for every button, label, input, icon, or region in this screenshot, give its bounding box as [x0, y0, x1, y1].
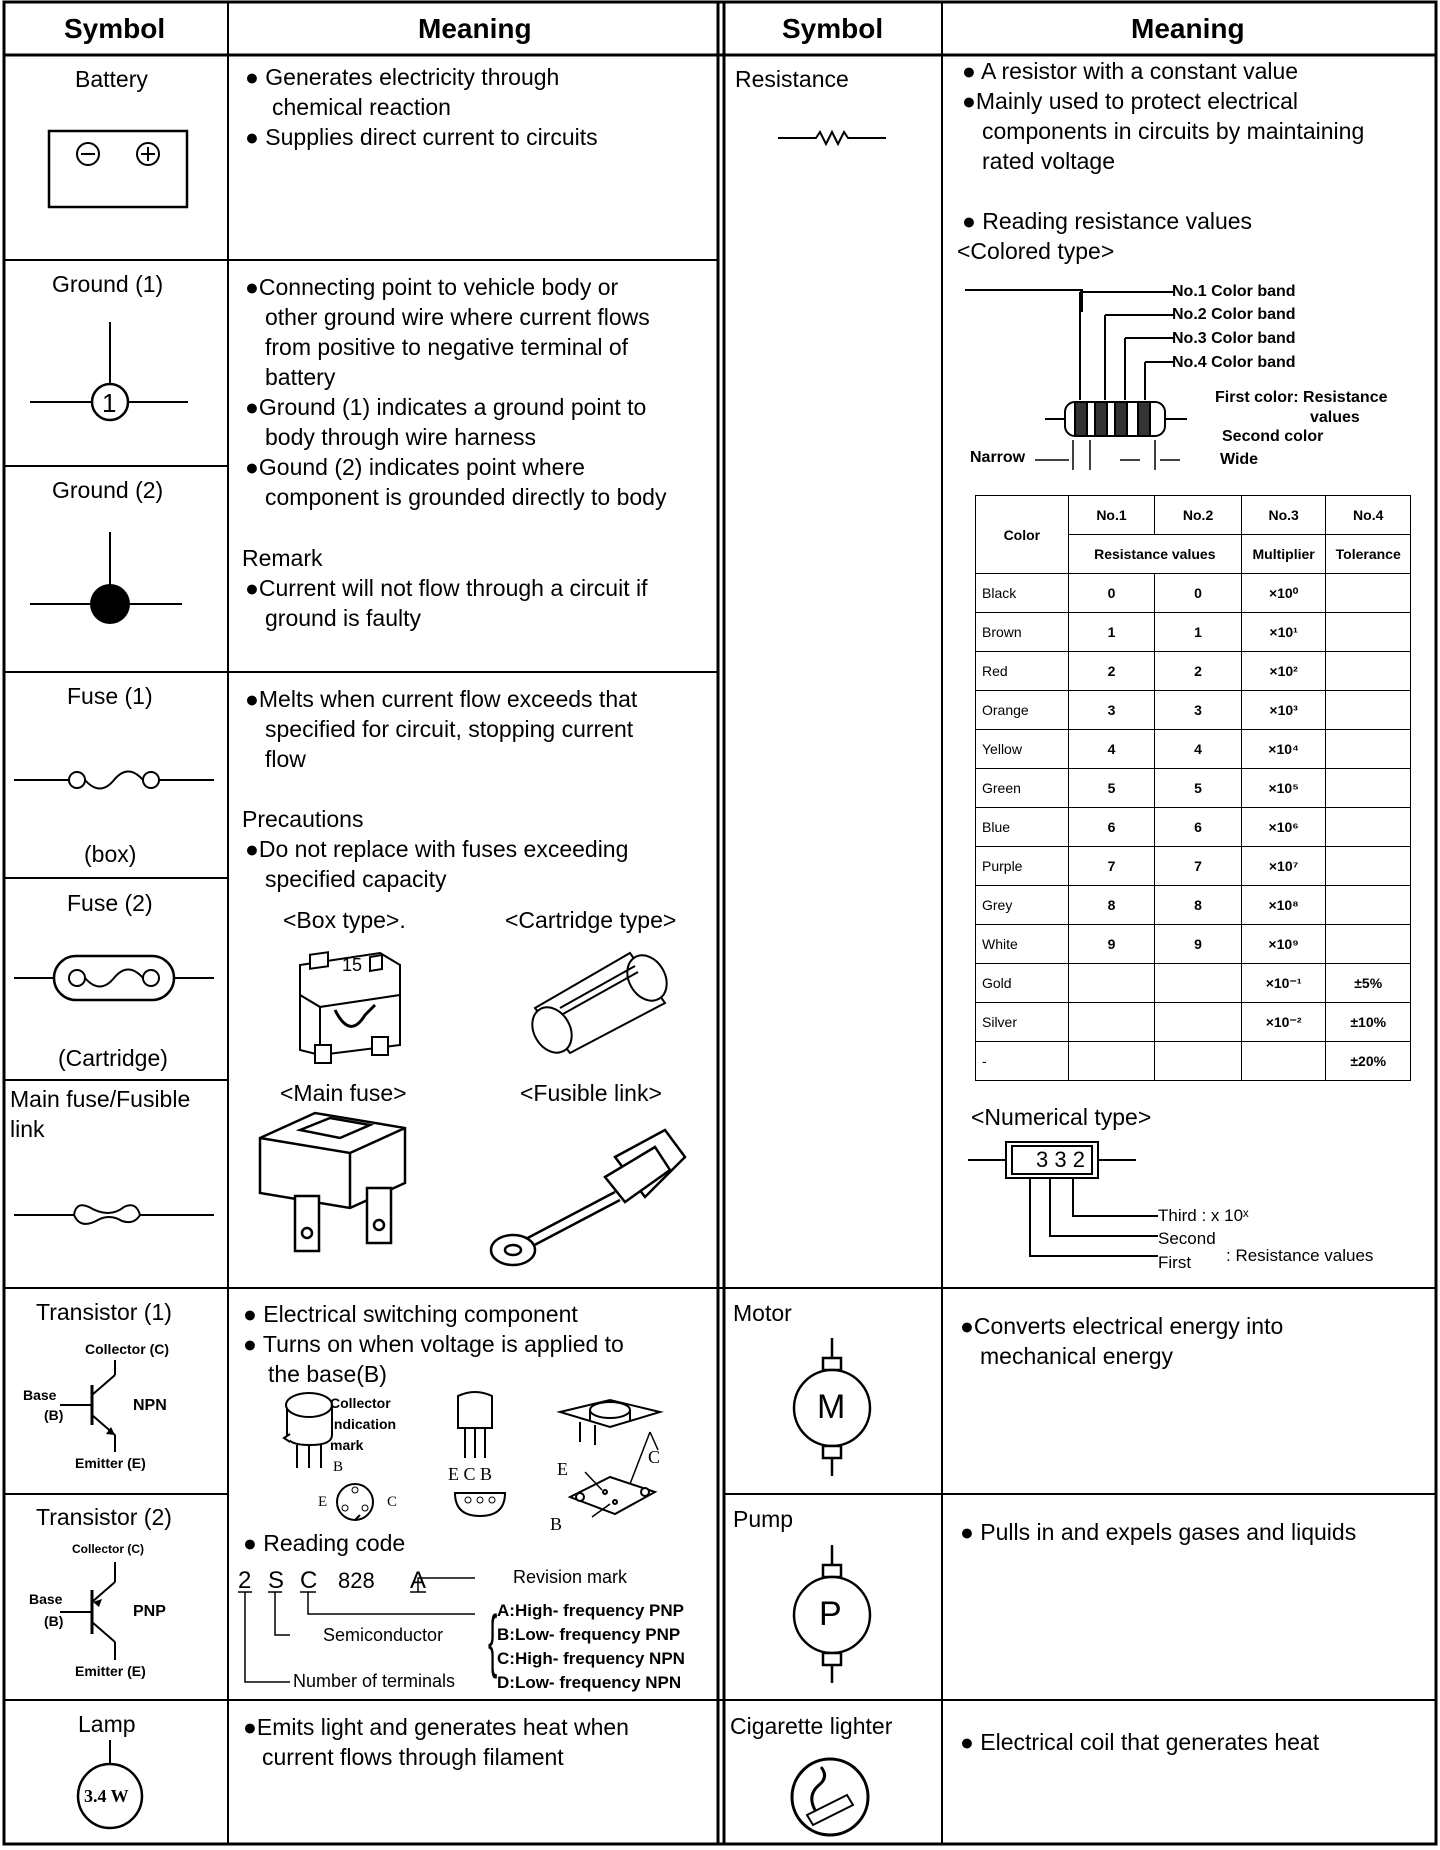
resistor-icon	[778, 128, 888, 148]
color-name-cell: Gold	[976, 964, 1069, 1003]
color-name-cell: Black	[976, 574, 1069, 613]
tolerance-cell: ±20%	[1326, 1042, 1411, 1081]
symbol-header-right: Symbol	[782, 13, 884, 44]
multiplier-cell: ×10⁻²	[1241, 1003, 1326, 1042]
tolerance-cell	[1326, 886, 1411, 925]
pin-label-e: E	[318, 1494, 328, 1510]
color-row-1	[976, 613, 1411, 652]
band-3-label: No.3 Color band	[1172, 330, 1296, 347]
ground-remark-title: Remark	[242, 545, 323, 571]
multiplier-cell: ×10⁹	[1241, 925, 1326, 964]
ground-meaning-7: ●Gound (2) indicates point where	[245, 454, 585, 480]
ground1-mark: 1	[102, 388, 117, 418]
col-no2-header: No.2	[1155, 496, 1242, 535]
transistor-meaning-3: the base(B)	[268, 1361, 387, 1387]
digit-1-cell	[1068, 1042, 1155, 1081]
digit-1-cell: 6	[1068, 808, 1155, 847]
battery-icon	[48, 130, 188, 210]
colored-type-title: <Colored type>	[957, 238, 1115, 264]
color-row-6	[976, 808, 1411, 847]
transistor1-base: Base	[23, 1387, 57, 1403]
mainfuse-icon	[14, 1195, 219, 1235]
ground-remark-1: ●Current will not flow through a circuit if	[245, 575, 648, 601]
col-color-header: Color	[976, 496, 1069, 574]
band-2-label: No.2 Color band	[1172, 306, 1296, 323]
fuse1-icon	[14, 765, 219, 795]
ground-meaning-2: other ground wire where current flows	[265, 304, 650, 330]
motor-meaning-2: mechanical energy	[980, 1343, 1174, 1369]
motor-mark: M	[817, 1388, 846, 1426]
digit-1-cell: 7	[1068, 847, 1155, 886]
fuse-precaution-1: ●Do not replace with fuses exceeding	[245, 836, 629, 862]
pump-mark: P	[819, 1595, 842, 1633]
pin-label-b: B	[333, 1459, 344, 1475]
first-color-values: values	[1310, 409, 1360, 426]
band-1-label: No.1 Color band	[1172, 283, 1296, 300]
narrow-label: Narrow	[970, 449, 1026, 466]
semiconductor-label: Semiconductor	[323, 1625, 444, 1645]
battery-meaning-3: ● Supplies direct current to circuits	[245, 124, 598, 150]
color-row-0	[976, 574, 1411, 613]
col-no4-header: No.4	[1326, 496, 1411, 535]
resistance-meaning-1: ● A resistor with a constant value	[962, 58, 1299, 84]
main-fuse-illustration	[255, 1108, 415, 1268]
meaning-header-right: Meaning	[1131, 13, 1245, 44]
digit-2-cell: 1	[1155, 613, 1242, 652]
resistance-meaning-3: components in circuits by maintaining	[982, 118, 1365, 144]
color-name-cell: Red	[976, 652, 1069, 691]
freq-b: B:Low- frequency PNP	[497, 1625, 681, 1644]
pnp-transistor-icon	[60, 1562, 130, 1662]
first-label: First	[1158, 1253, 1192, 1272]
transistor1-type: NPN	[133, 1397, 167, 1414]
multiplier-cell: ×10⁴	[1241, 730, 1326, 769]
ground1-icon	[30, 322, 190, 442]
ground2-label: Ground (2)	[52, 477, 164, 503]
collector-indication-1: Collector	[330, 1395, 391, 1411]
lamp-meaning-2: current flows through filament	[262, 1744, 564, 1770]
transistor2-emitter: Emitter (E)	[75, 1663, 146, 1679]
motor-meaning-1: ●Converts electrical energy into	[960, 1313, 1284, 1339]
resistance-meaning-4: rated voltage	[982, 148, 1115, 174]
multiplier-cell: ×10⁶	[1241, 808, 1326, 847]
color-name-cell: Orange	[976, 691, 1069, 730]
battery-label: Battery	[75, 66, 148, 92]
power-pin-c: C	[648, 1447, 661, 1467]
color-name-cell: Blue	[976, 808, 1069, 847]
color-row-8	[976, 886, 1411, 925]
resistance-values-label: : Resistance values	[1226, 1246, 1374, 1265]
digit-2-cell: 8	[1155, 886, 1242, 925]
color-name-cell: Yellow	[976, 730, 1069, 769]
lighter-label: Cigarette lighter	[730, 1713, 893, 1739]
digit-2-cell	[1155, 1003, 1242, 1042]
color-row-11	[976, 1003, 1411, 1042]
multiplier-cell: ×10¹	[1241, 613, 1326, 652]
fuse-meaning-3: flow	[265, 746, 306, 772]
battery-meaning-1: ● Generates electricity through	[245, 64, 560, 90]
wide-label: Wide	[1220, 451, 1259, 468]
collector-indication-2: indication	[330, 1416, 397, 1432]
transistor2-base-b: (B)	[44, 1613, 64, 1629]
multiplier-cell: ×10⁸	[1241, 886, 1326, 925]
transistor-base-view	[320, 1470, 390, 1530]
meaning-header-left: Meaning	[418, 13, 532, 44]
cartridge-type-caption: <Cartridge type>	[505, 907, 677, 933]
ground-meaning-6: body through wire harness	[265, 424, 537, 450]
fusible-link-caption: <Fusible link>	[520, 1080, 662, 1106]
multiplier-cell: ×10⁷	[1241, 847, 1326, 886]
fuse1-sub: (box)	[84, 841, 137, 867]
second-label: Second	[1158, 1229, 1216, 1248]
fuse-meaning-2: specified for circuit, stopping current	[265, 716, 634, 742]
mainfuse-label-1: Main fuse/Fusible	[10, 1086, 191, 1112]
digit-2-cell: 2	[1155, 652, 1242, 691]
transistor-meaning-1: ● Electrical switching component	[243, 1301, 578, 1327]
freq-bracket: {	[488, 1601, 498, 1679]
multiplier-cell: ×10²	[1241, 652, 1326, 691]
multiplier-cell: ×10³	[1241, 691, 1326, 730]
digit-2-cell: 5	[1155, 769, 1242, 808]
tolerance-cell: ±10%	[1326, 1003, 1411, 1042]
color-row-2	[976, 652, 1411, 691]
col-no3-header: No.3	[1241, 496, 1326, 535]
reading-resistance-title: ● Reading resistance values	[962, 208, 1253, 234]
multiplier-cell: ×10⁰	[1241, 574, 1326, 613]
freq-a: A:High- frequency PNP	[497, 1601, 685, 1620]
terminals-label: Number of terminals	[293, 1671, 456, 1691]
tolerance-cell	[1326, 925, 1411, 964]
box-fuse-rating: 15	[342, 955, 363, 975]
lamp-meaning-1: ●Emits light and generates heat when	[243, 1714, 629, 1740]
code-char-3: C	[300, 1567, 318, 1594]
transistor2-collector: Collector (C)	[72, 1542, 144, 1556]
ground1-label: Ground (1)	[52, 271, 164, 297]
fuse2-icon	[14, 948, 219, 1008]
to92-pin-labels: E C B	[448, 1464, 493, 1484]
symbol-header-left: Symbol	[64, 13, 166, 44]
transistor1-base-b: (B)	[44, 1407, 64, 1423]
tolerance-cell	[1326, 613, 1411, 652]
sub-tol-header: Tolerance	[1326, 535, 1411, 574]
transistor2-type: PNP	[133, 1603, 166, 1620]
code-char-1: 2	[238, 1567, 252, 1594]
digit-2-cell: 3	[1155, 691, 1242, 730]
digit-2-cell: 7	[1155, 847, 1242, 886]
digit-2-cell: 0	[1155, 574, 1242, 613]
tolerance-cell	[1326, 574, 1411, 613]
color-row-4	[976, 730, 1411, 769]
digit-1-cell: 8	[1068, 886, 1155, 925]
sub-res-header: Resistance values	[1068, 535, 1241, 574]
color-name-cell: White	[976, 925, 1069, 964]
cigarette-lighter-icon	[785, 1755, 875, 1840]
second-color-label: Second color	[1222, 428, 1324, 445]
transistor1-emitter: Emitter (E)	[75, 1455, 146, 1471]
transistor2-label: Transistor (2)	[36, 1504, 172, 1530]
fuse1-label: Fuse (1)	[67, 683, 153, 709]
tolerance-cell	[1326, 652, 1411, 691]
multiplier-cell: ×10⁻¹	[1241, 964, 1326, 1003]
color-row-3	[976, 691, 1411, 730]
fuse2-sub: (Cartridge)	[58, 1045, 168, 1071]
first-color-label: First color: Resistance	[1215, 389, 1388, 406]
numerical-type-title: <Numerical type>	[971, 1104, 1152, 1130]
mainfuse-label-2: link	[10, 1116, 45, 1142]
to92-base-view	[450, 1488, 510, 1518]
color-name-cell: Green	[976, 769, 1069, 808]
third-label: Third : x 10ˣ	[1158, 1206, 1249, 1225]
digit-1-cell: 3	[1068, 691, 1155, 730]
main-fuse-caption: <Main fuse>	[280, 1080, 407, 1106]
code-char-4: 828	[338, 1568, 375, 1593]
digit-2-cell	[1155, 964, 1242, 1003]
ground2-icon	[30, 532, 190, 652]
motor-label: Motor	[733, 1300, 792, 1326]
battery-meaning-2: chemical reaction	[272, 94, 451, 120]
lighter-meaning-1: ● Electrical coil that generates heat	[960, 1729, 1320, 1755]
transistor-meaning-2: ● Turns on when voltage is applied to	[243, 1331, 624, 1357]
code-char-5: A	[410, 1567, 427, 1594]
tolerance-cell	[1326, 808, 1411, 847]
transistor-to92-illustration	[450, 1388, 505, 1468]
color-code-table	[975, 495, 1411, 1081]
tolerance-cell	[1326, 691, 1411, 730]
resistance-label: Resistance	[735, 66, 849, 92]
pump-meaning-1: ● Pulls in and expels gases and liquids	[960, 1519, 1357, 1545]
collector-indication-3: mark	[330, 1437, 364, 1453]
tolerance-cell: ±5%	[1326, 964, 1411, 1003]
fuse2-label: Fuse (2)	[67, 890, 153, 916]
multiplier-cell: ×10⁵	[1241, 769, 1326, 808]
color-name-cell: Grey	[976, 886, 1069, 925]
digit-2-cell: 4	[1155, 730, 1242, 769]
digit-1-cell	[1068, 964, 1155, 1003]
color-name-cell: Silver	[976, 1003, 1069, 1042]
transistor2-base: Base	[29, 1591, 63, 1607]
ground-meaning-4: battery	[265, 364, 336, 390]
power-pin-b: B	[550, 1514, 563, 1534]
multiplier-cell	[1241, 1042, 1326, 1081]
tolerance-cell	[1326, 847, 1411, 886]
digit-2-cell: 9	[1155, 925, 1242, 964]
ground-remark-2: ground is faulty	[265, 605, 421, 631]
freq-c: C:High- frequency NPN	[497, 1649, 685, 1668]
color-row-5	[976, 769, 1411, 808]
npn-transistor-icon	[60, 1360, 130, 1455]
color-name-cell: Brown	[976, 613, 1069, 652]
fuse-meaning-1: ●Melts when current flow exceeds that	[245, 686, 638, 712]
cartridge-fuse-illustration	[515, 948, 685, 1053]
ground-meaning-5: ●Ground (1) indicates a ground point to	[245, 394, 647, 420]
col-no1-header: No.1	[1068, 496, 1155, 535]
digit-2-cell: 6	[1155, 808, 1242, 847]
fusible-link-illustration	[485, 1122, 700, 1277]
pump-label: Pump	[733, 1506, 794, 1532]
digit-1-cell: 9	[1068, 925, 1155, 964]
fuse-precaution-2: specified capacity	[265, 866, 447, 892]
transistor1-collector: Collector (C)	[85, 1341, 169, 1357]
digit-2-cell	[1155, 1042, 1242, 1081]
color-row-7	[976, 847, 1411, 886]
fuse-precautions-title: Precautions	[242, 806, 364, 832]
color-row-9	[976, 925, 1411, 964]
pin-label-c: C	[387, 1494, 398, 1510]
digit-1-cell: 2	[1068, 652, 1155, 691]
tolerance-cell	[1326, 730, 1411, 769]
reading-code-title: ● Reading code	[243, 1530, 406, 1556]
digit-1-cell	[1068, 1003, 1155, 1042]
lamp-value: 3.4 W	[84, 1786, 129, 1806]
box-type-caption: <Box type>.	[283, 907, 406, 933]
color-row-10	[976, 964, 1411, 1003]
transistor1-label: Transistor (1)	[36, 1299, 172, 1325]
color-row-12	[976, 1042, 1411, 1081]
power-pin-e: E	[557, 1459, 568, 1479]
color-name-cell: Purple	[976, 847, 1069, 886]
revision-mark-label: Revision mark	[513, 1567, 628, 1587]
digit-1-cell: 0	[1068, 574, 1155, 613]
ground-meaning-1: ●Connecting point to vehicle body or	[245, 274, 619, 300]
freq-d: D:Low- frequency NPN	[497, 1673, 682, 1692]
digit-1-cell: 4	[1068, 730, 1155, 769]
power-transistor-illustration	[550, 1392, 680, 1542]
ground-meaning-3: from positive to negative terminal of	[265, 334, 629, 360]
code-char-2: S	[268, 1567, 285, 1594]
color-name-cell: -	[976, 1042, 1069, 1081]
sub-mult-header: Multiplier	[1241, 535, 1326, 574]
ground-meaning-8: component is grounded directly to body	[265, 484, 667, 510]
resistance-meaning-2: ●Mainly used to protect electrical	[962, 88, 1299, 114]
lamp-label: Lamp	[78, 1711, 136, 1737]
digit-1-cell: 5	[1068, 769, 1155, 808]
band-4-label: No.4 Color band	[1172, 354, 1296, 371]
tolerance-cell	[1326, 769, 1411, 808]
digit-1-cell: 1	[1068, 613, 1155, 652]
numerical-code: 3 3 2	[1036, 1147, 1085, 1172]
